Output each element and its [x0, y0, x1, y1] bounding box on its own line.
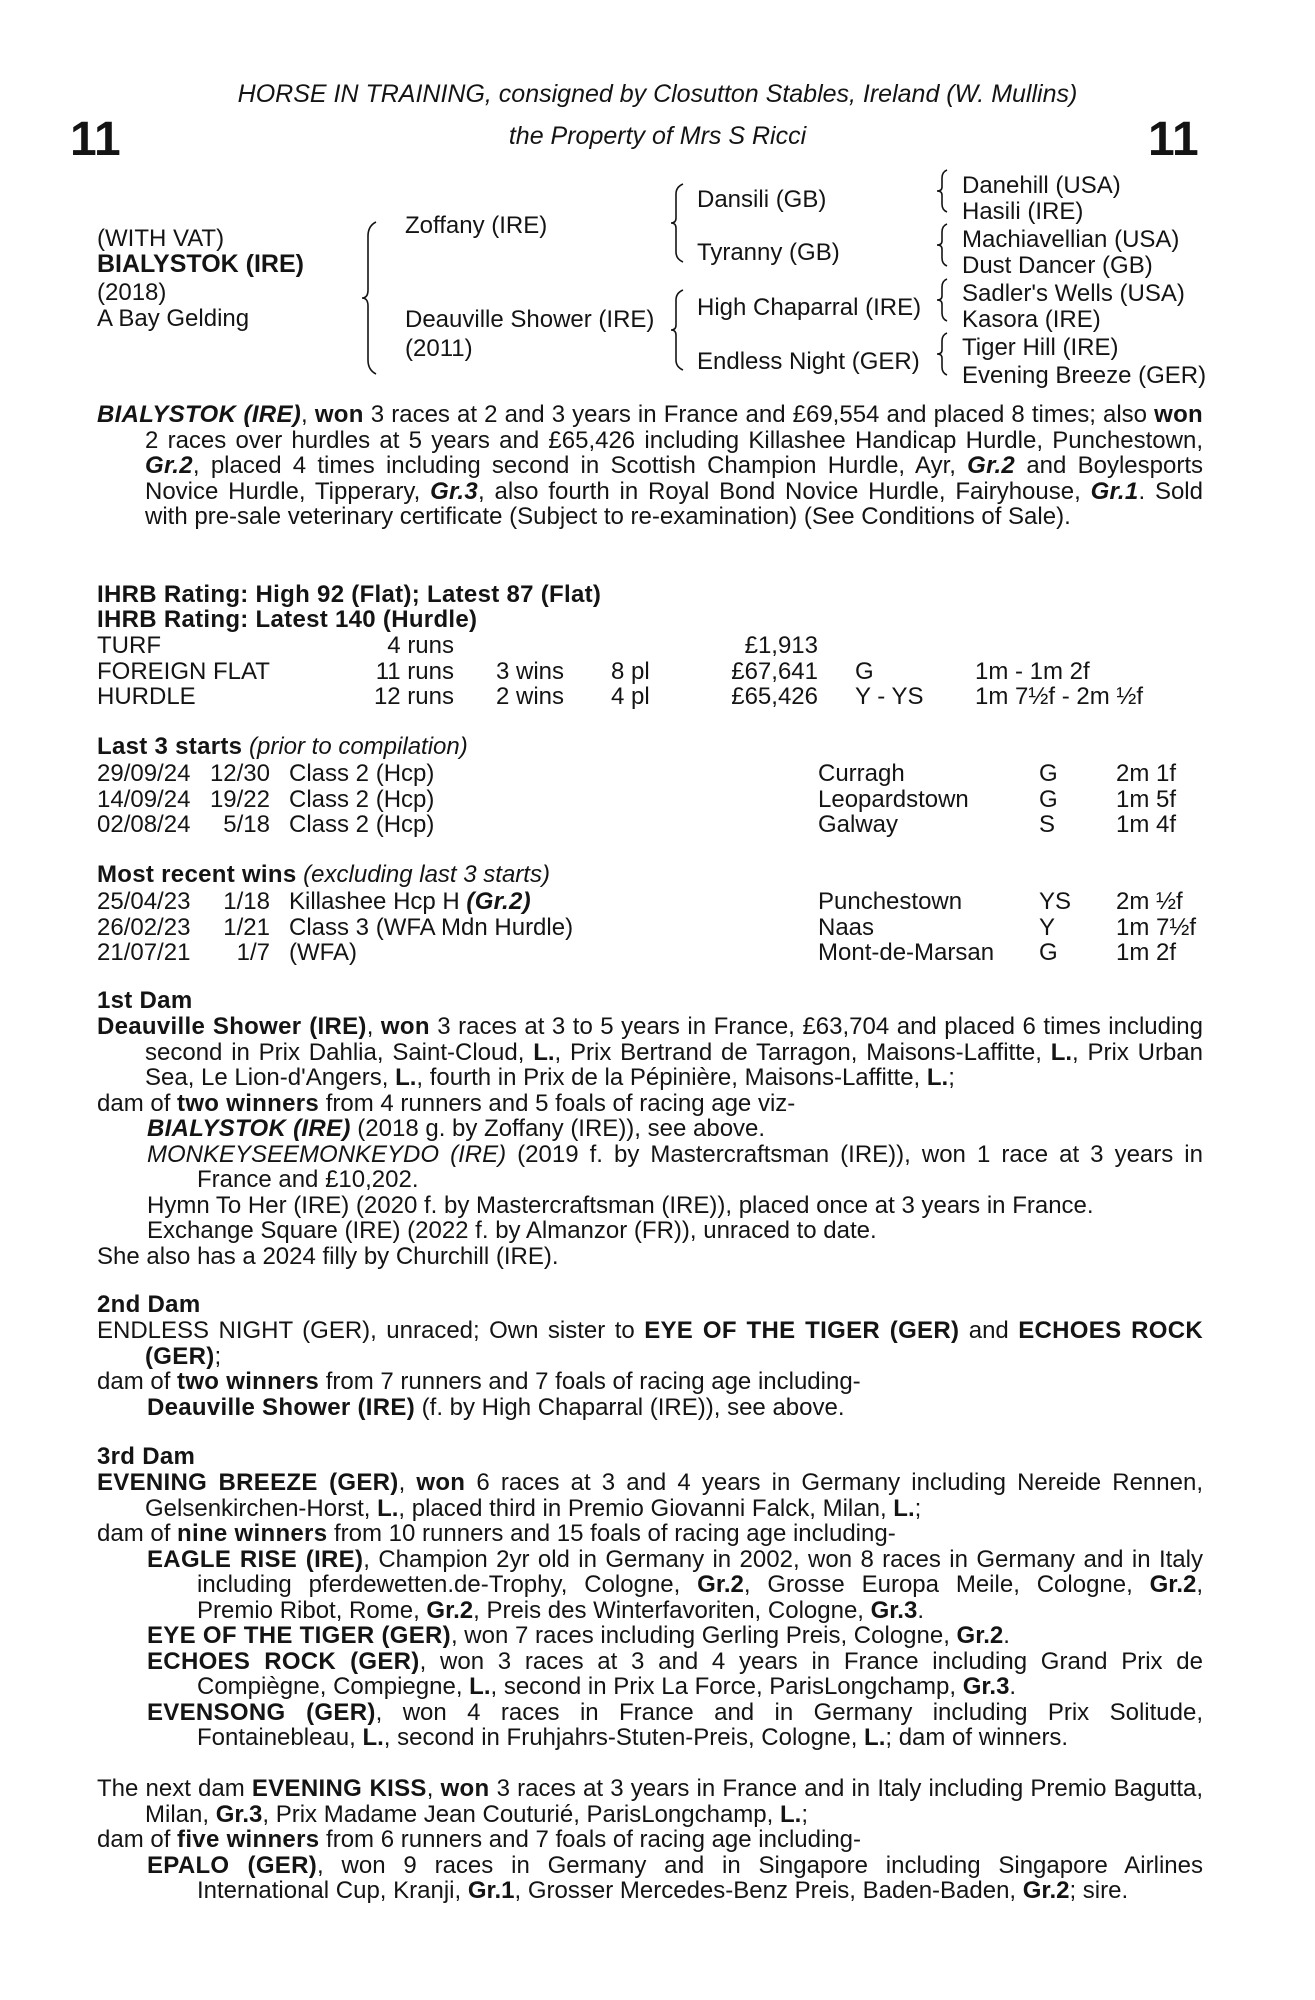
record-row-runs: 12 runs	[373, 683, 454, 710]
record-row-type: TURF	[97, 632, 161, 659]
last3-row-race: Class 2 (Hcp)	[289, 785, 435, 813]
wins-row-pos: 1/21	[223, 913, 270, 941]
wins-row-going: G	[1039, 939, 1058, 966]
last3-row-going: G	[1039, 785, 1058, 813]
pedigree-dam: Deauville Shower (IRE)	[405, 306, 655, 333]
pedigree-dsd: Kasora (IRE)	[962, 306, 1101, 333]
consignor-line: HORSE IN TRAINING, consigned by Closutton Stables, Ireland (W. Mullins)	[237, 80, 1078, 108]
pedigree-sds: Machiavellian (USA)	[962, 226, 1180, 253]
next-dam-record: The next dam EVENING KISS, won 3 races at 3 years in France and in Italy including Premio Bagutta, Milan, Gr.3, Prix Madame Jean Couturié, ParisLongchamp, L.;	[97, 1775, 1203, 1828]
last3-row-course: Curragh	[818, 760, 905, 787]
record-row-dist: 1m 7½f - 2m ½f	[975, 683, 1144, 710]
pedigree-bracket-ss	[937, 170, 951, 212]
record-row-wins: 2 wins	[496, 683, 565, 710]
pedigree-sire: Zoffany (IRE)	[405, 212, 548, 239]
pedigree-dam-dam: Endless Night (GER)	[697, 348, 920, 375]
dam2-produce-1: Deauville Shower (IRE) (f. by High Chaparral (IRE)), see above.	[147, 1393, 845, 1421]
last3-heading: Last 3 starts (prior to compilation)	[97, 733, 468, 760]
wins-row-dist: 1m 2f	[1116, 939, 1177, 966]
pedigree-sdd: Dust Dancer (GB)	[962, 252, 1153, 279]
record-row-going: Y - YS	[855, 683, 924, 710]
wins-row-date: 26/02/23	[97, 913, 191, 941]
record-row-runs: 11 runs	[375, 657, 454, 685]
pedigree-bracket-sd	[937, 224, 951, 266]
next-dam-produce-1: EPALO (GER), won 9 races in Germany and in Singapore including Singapore Airlines International Cup, Kranji, Gr.1, Grosser Mercedes-Benz Preis, Baden-Baden, Gr.2; sire.	[147, 1851, 1203, 1904]
wins-row-dist: 2m ½f	[1116, 888, 1183, 915]
last3-row-dist: 2m 1f	[1116, 760, 1177, 787]
record-row-pl: 4 pl	[611, 683, 650, 710]
dam1-record: Deauville Shower (IRE), won 3 races at 3 to 5 years in France, £63,704 and placed 6 times including second in Prix Dahlia, Saint-Cloud, L., Prix Bertrand de Tarragon, Maisons-Laffitte, L., Prix Urban Sea, Le Lion-d'Angers, L., fourth in Prix de la Pépinière, Maisons-Laffitte, L.;	[97, 1013, 1204, 1091]
horse-description: A Bay Gelding	[97, 305, 250, 332]
pedigree-sss: Danehill (USA)	[962, 172, 1121, 199]
record-row-runs: 4 runs	[387, 632, 454, 659]
dam1-section	[97, 1014, 1203, 1269]
pedigree-dss: Sadler's Wells (USA)	[962, 280, 1185, 307]
property-line: the Property of Mrs S Ricci	[508, 122, 807, 150]
ihrb-rating-hurdle: IHRB Rating: Latest 140 (Hurdle)	[97, 606, 478, 633]
last3-row-date: 02/08/24	[97, 811, 191, 838]
wins-row-going: Y	[1039, 913, 1056, 941]
pedigree-dam-year: (2011)	[405, 335, 473, 362]
record-row-pl: 8 pl	[611, 657, 650, 685]
last3-row-going: S	[1039, 811, 1056, 838]
dam1-heading: 1st Dam	[97, 987, 193, 1014]
dam3-produce-1: EAGLE RISE (IRE), Champion 2yr old in Germany in 2002, won 8 races in Germany and in Italy including pferdewetten.de-Trophy, Cologne, Gr.2, Grosse Europa Meile, Cologne, Gr.2, Premio Ribot, Rome, Gr.2, Preis des Winterfavoriten, Cologne, Gr.3.	[147, 1545, 1204, 1624]
last3-row-pos: 12/30	[209, 760, 270, 787]
next-dam-section	[97, 1776, 1203, 1904]
last3-row-dist: 1m 4f	[1116, 811, 1177, 838]
record-row-wins: 3 wins	[496, 657, 565, 685]
wins-row-going: YS	[1039, 888, 1072, 915]
record-row-money: £65,426	[731, 683, 818, 710]
horse-name: BIALYSTOK (IRE)	[97, 250, 304, 278]
record-row-money: £1,913	[744, 632, 818, 659]
dam3-produce-3: ECHOES ROCK (GER), won 3 races at 3 and 4 years in France including Grand Prix de Compiègne, Compiegne, L., second in Prix La Force, ParisLongchamp, Gr.3.	[147, 1647, 1203, 1700]
wins-row-race: Class 3 (WFA Mdn Hurdle)	[289, 913, 574, 941]
last3-row-date: 29/09/24	[97, 760, 191, 787]
dam3-produce-line: dam of nine winners from 10 runners and 15 foals of racing age including-	[97, 1520, 896, 1547]
record-row-going: G	[855, 657, 874, 685]
wins-row-date: 21/07/21	[97, 939, 191, 966]
last3-row-course: Galway	[818, 811, 899, 838]
last3-row-pos: 5/18	[223, 811, 270, 838]
wins-row-pos: 1/7	[236, 939, 270, 966]
dam3-section	[97, 1470, 1203, 1751]
pedigree-bracket-ds	[937, 279, 951, 321]
dam2-section	[97, 1318, 1203, 1420]
wins-row-race: Killashee Hcp H (Gr.2)	[289, 888, 531, 915]
wins-row-dist: 1m 7½f	[1116, 913, 1197, 941]
last3-row-pos: 19/22	[209, 785, 270, 813]
pedigree-bracket-dam	[671, 290, 687, 370]
dam1-also: She also has a 2024 filly by Churchill (IRE).	[97, 1242, 559, 1270]
dam3-heading: 3rd Dam	[97, 1443, 196, 1470]
wins-row-pos: 1/18	[223, 888, 270, 915]
pedigree-bracket-main	[362, 222, 382, 374]
last3-row-course: Leopardstown	[818, 785, 969, 813]
dam1-produce-2: MONKEYSEEMONKEYDO (IRE) (2019 f. by Mastercraftsman (IRE)), won 1 race at 3 years in France and £10,202.	[147, 1140, 1203, 1193]
dam1-produce-3: Hymn To Her (IRE) (2020 f. by Mastercraftsman (IRE)), placed once at 3 years in France.	[147, 1191, 1094, 1219]
next-dam-produce-line: dam of five winners from 6 runners and 7 foals of racing age including-	[97, 1826, 862, 1853]
last3-row-dist: 1m 5f	[1116, 785, 1177, 813]
recent-wins-heading: Most recent wins (excluding last 3 starts)	[97, 861, 550, 888]
pedigree-sire-sire: Dansili (GB)	[697, 186, 827, 213]
record-row-type: HURDLE	[97, 683, 196, 710]
wins-row-course: Naas	[818, 913, 875, 941]
last3-row-race: Class 2 (Hcp)	[289, 811, 435, 838]
last3-row-going: G	[1039, 760, 1058, 787]
race-summary: BIALYSTOK (IRE), won 3 races at 2 and 3 years in France and £69,554 and placed 8 times; also won 2 races over hurdles at 5 years and £65,426 including Killashee Handicap Hurdle, Punchestown, Gr.2, placed 4 times including second in Scottish Champion Hurdle, Ayr, Gr.2 and Boylesports Novice Hurdle, Tipperary, Gr.3, also fourth in Royal Bond Novice Hurdle, Fairyhouse, Gr.1. Sold with pre-sale veterinary certificate (Subject to re-examination) (See Conditions of Sale).	[97, 401, 1203, 530]
ihrb-rating-flat: IHRB Rating: High 92 (Flat); Latest 87 (Flat)	[97, 581, 602, 608]
summary-horse-name: BIALYSTOK (IRE)	[97, 401, 302, 428]
dam1-produce-line: dam of two winners from 4 runners and 5 foals of racing age viz-	[97, 1089, 796, 1117]
pedigree-ddd: Evening Breeze (GER)	[962, 362, 1207, 389]
pedigree-ssd: Hasili (IRE)	[962, 198, 1084, 225]
dam1-produce-1: BIALYSTOK (IRE) (2018 g. by Zoffany (IRE)), see above.	[147, 1115, 766, 1142]
record-row-dist: 1m - 1m 2f	[975, 657, 1090, 685]
dam2-produce-line: dam of two winners from 7 runners and 7 foals of racing age including-	[97, 1368, 861, 1395]
pedigree-dam-sire: High Chaparral (IRE)	[697, 294, 922, 321]
pedigree-bracket-sire	[671, 184, 687, 262]
last3-row-race: Class 2 (Hcp)	[289, 760, 435, 787]
dam3-record: EVENING BREEZE (GER), won 6 races at 3 and 4 years in Germany including Nereide Rennen, Gelsenkirchen-Horst, L., placed third in Premio Giovanni Falck, Milan, L.;	[97, 1469, 1203, 1522]
record-row-type: FOREIGN FLAT	[97, 657, 270, 685]
wins-row-course: Mont-de-Marsan	[818, 939, 995, 966]
pedigree-dds: Tiger Hill (IRE)	[962, 334, 1119, 361]
vat-label: (WITH VAT)	[97, 225, 225, 252]
wins-row-date: 25/04/23	[97, 888, 191, 915]
pedigree-bracket-dd	[937, 333, 951, 375]
lot-number-right: 11	[1148, 113, 1199, 166]
dam2-record: ENDLESS NIGHT (GER), unraced; Own sister to EYE OF THE TIGER (GER) and ECHOES ROCK (GER);	[97, 1317, 1203, 1370]
dam1-produce-4: Exchange Square (IRE) (2022 f. by Almanzor (FR)), unraced to date.	[147, 1217, 877, 1244]
record-row-money: £67,641	[731, 657, 818, 685]
wins-row-grade: (Gr.2)	[466, 888, 531, 915]
pedigree-sire-dam: Tyranny (GB)	[697, 239, 840, 266]
wins-row-race: (WFA)	[289, 939, 357, 966]
dam3-produce-2: EYE OF THE TIGER (GER), won 7 races including Gerling Preis, Cologne, Gr.2.	[147, 1622, 1010, 1649]
dam3-produce-4: EVENSONG (GER), won 4 races in France and in Germany including Prix Solitude, Fontainebleau, L., second in Fruhjahrs-Stuten-Preis, Cologne, L.; dam of winners.	[147, 1698, 1203, 1751]
last3-row-date: 14/09/24	[97, 785, 191, 813]
wins-row-course: Punchestown	[818, 888, 963, 915]
dam2-heading: 2nd Dam	[97, 1291, 201, 1318]
horse-year: (2018)	[97, 279, 167, 306]
lot-number-left: 11	[70, 113, 121, 166]
